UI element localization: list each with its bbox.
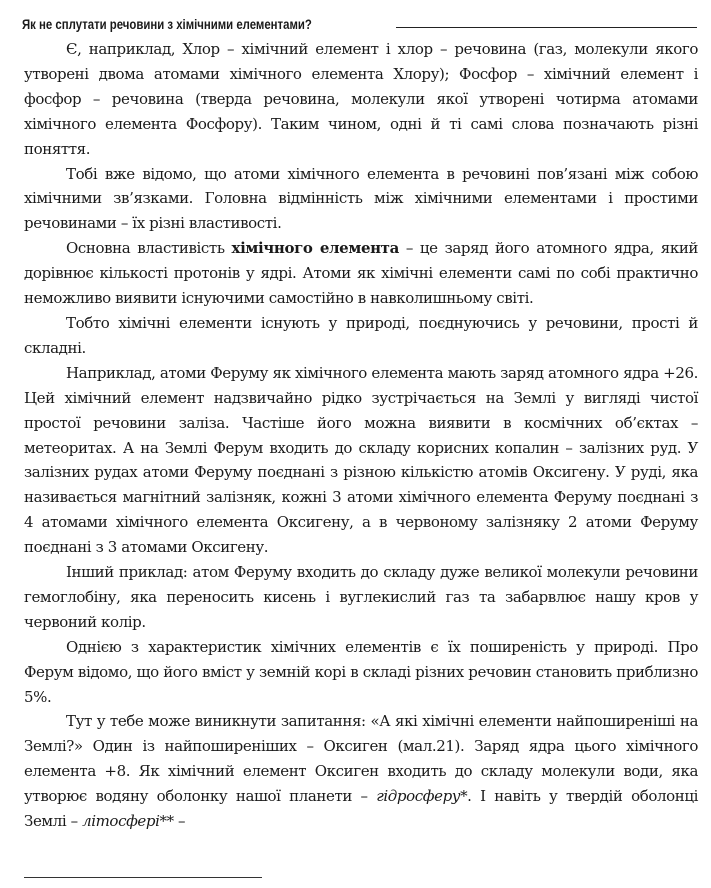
section-header (22, 7, 697, 31)
paragraph-8-start: Тут у тебе може виникнути запитання: «А які хімічні елементи найпоширеніші на Землі?» Один із найпоширеніших – Оксиген (мал.21). Заряд ядра цього хімічного елемента +8. Як хімічний елемент Оксиген входить до складу молекули води, яка утворює водяну оболонку нашої планети – (24, 712, 698, 806)
paragraph-8-middle: *. І навіть у твердій оболонці Землі – (24, 787, 698, 831)
footnote-rule (24, 877, 262, 878)
term-hydrosphere: гідросферу (376, 787, 461, 806)
paragraph-4: Тобто хімічні елементи існують у природі, поєднуючись у речовини, прості й складні. (24, 313, 698, 357)
header-rule (396, 27, 697, 28)
paragraph-3 (24, 236, 698, 311)
paragraph-6: Інший приклад: атом Феруму входить до складу дуже великої молекули речовини гемоглобіну, яка переносить кисень і вуглекислий газ та забарвлює нашу кров у червоний колір. (24, 563, 698, 631)
paragraph-1: Є, наприклад, Хлор – хімічний елемент і хлор – речовина (газ, молекули якого утворені двома атомами хімічного елемента Хлору); Фосфор – хімічний елемент і фосфор – речовина (тверда речовина, молекули якої утворені чотирма атомами хімічного елемента Фосфору). Таким чином, одні й ті самі слова позначають різні поняття. (24, 40, 698, 158)
term-lithosphere: літосфері (82, 812, 160, 831)
paragraph-3-end: – це заряд його атомного ядра, який дорівнює кількості протонів у ядрі. Атоми як хімічні елементи самі по собі практично неможливо виявити існуючими самостійно в навколишньому світі. (24, 239, 699, 308)
paragraph-2: Тобі вже відомо, що атоми хімічного елемента в речовині пов’язані між собою хімічними зв’язками. Головна відмінність між хімічними елементами і простими речовинами – їх різні властивості. (24, 164, 698, 233)
paragraph-7: Однією з характеристик хімічних елементів є їх поширеність у природі. Про Ферум відомо, що його вміст у земній корі в складі різних речовин становить приблизно 5%. (24, 637, 698, 706)
paragraph-8 (24, 709, 698, 834)
body-text (24, 37, 698, 834)
paragraph-3-start: Основна властивість (66, 239, 232, 258)
paragraph-8-end: ** – (159, 812, 186, 831)
section-title: Як не сплутати речовини з хімічними елементами? (22, 16, 312, 32)
paragraph-5: Наприклад, атоми Феруму як хімічного елемента мають заряд атомного ядра +26. Цей хімічний елемент надзвичайно рідко зустрічається на Землі у вигляді чистої простої речовини заліза. Частіше його можна виявити в космічних об’єктах – метеоритах. А на Землі Ферум входить до складу корисних копалин – залізних руд. У залізних рудах атоми Феруму поєднані з різною кількістю атомів Оксигену. У руді, яка називається магнітний залізняк, кожні 3 атоми хімічного елемента Феруму поєднані з 4 атомами хімічного елемента Оксигену, а в червоному залізняку 2 атоми Феруму поєднані з 3 атомами Оксигену. (24, 363, 698, 557)
key-term-chemical-element: хімічного елемента (231, 239, 399, 258)
